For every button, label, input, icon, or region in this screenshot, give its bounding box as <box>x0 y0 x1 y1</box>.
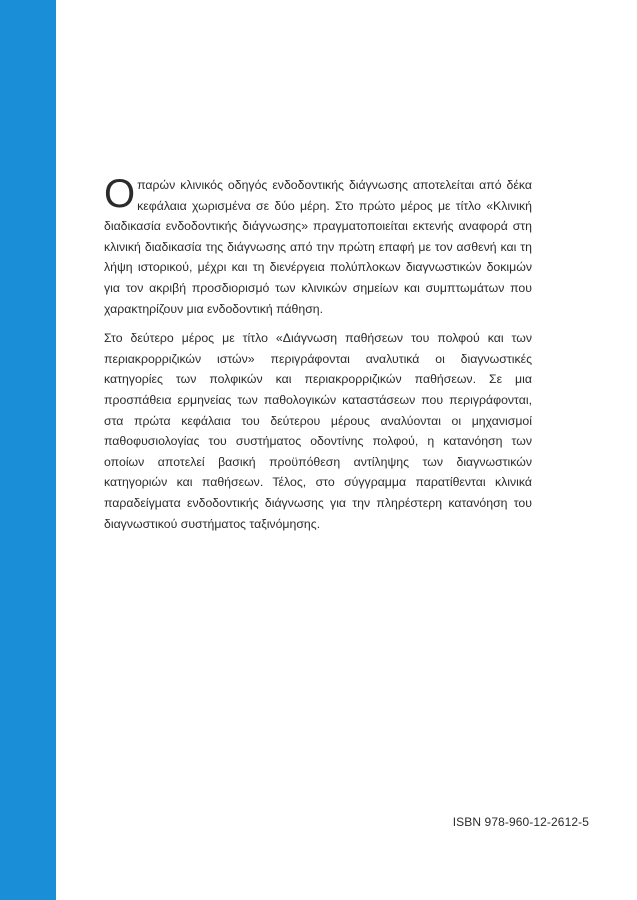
description-text-block <box>104 172 532 543</box>
isbn-number: ISBN 978-960-12-2612-5 <box>452 815 589 829</box>
paragraph-2: Στο δεύτερο μέρος με τίτλο «Διάγνωση παθήσεων του πολφού και των περιακρορριζικών ιστών» περιγράφονται αναλυτικά οι διαγνωστικές κατηγορίες των πολφικών και περιακρορριζικών παθήσεων. Σε μια προσπάθεια ερμηνείας των παθολογικών καταστάσεων που περιγράφονται, στα πρώτα κεφάλαια του δεύτερου μέρους αναλύονται οι μηχανισμοί παθοφυσιολογίας του συστήματος οδοντίνης πολφού, η κατανόηση των οποίων αποτελεί βασική προϋπόθεση αντίληψης των διαγνωστικών κατηγοριών και παθήσεων. Τέλος, στο σύγγραμμα παρατίθενται κλινικά παραδείγματα ενδοδοντικής διάγνωσης για την πληρέστερη κατανόηση του διαγνωστικού συστήματος ταξινόμησης. <box>104 331 532 531</box>
paragraph-1 <box>104 172 532 319</box>
blue-spine-bar <box>0 0 56 900</box>
paragraph-1-text: παρών κλινικός οδηγός ενδοδοντικής διάγνωσης αποτελείται από δέκα κεφάλαια χωρισμένα σε δύο μέρη. Στο πρώτο μέρος με τίτλο «Κλινική διαδικασία ενδοδοντικής διάγνωσης» πραγματοποιείται εκτενής αναφορά στη κλινική διαδικασία της διάγνωσης από την πρώτη επαφή με τον ασθενή και τη λήψη ιστορικού, μέχρι και τη διενέργεια πολύπλοκων διαγνωστικών δοκιμών για τον ακριβή προσδιορισμό των κλινικών σημείων και συμπτωμάτων που χαρακτηρίζουν μια ενδοδοντική πάθηση. <box>104 178 532 316</box>
drop-cap-letter: Ο <box>104 172 136 216</box>
